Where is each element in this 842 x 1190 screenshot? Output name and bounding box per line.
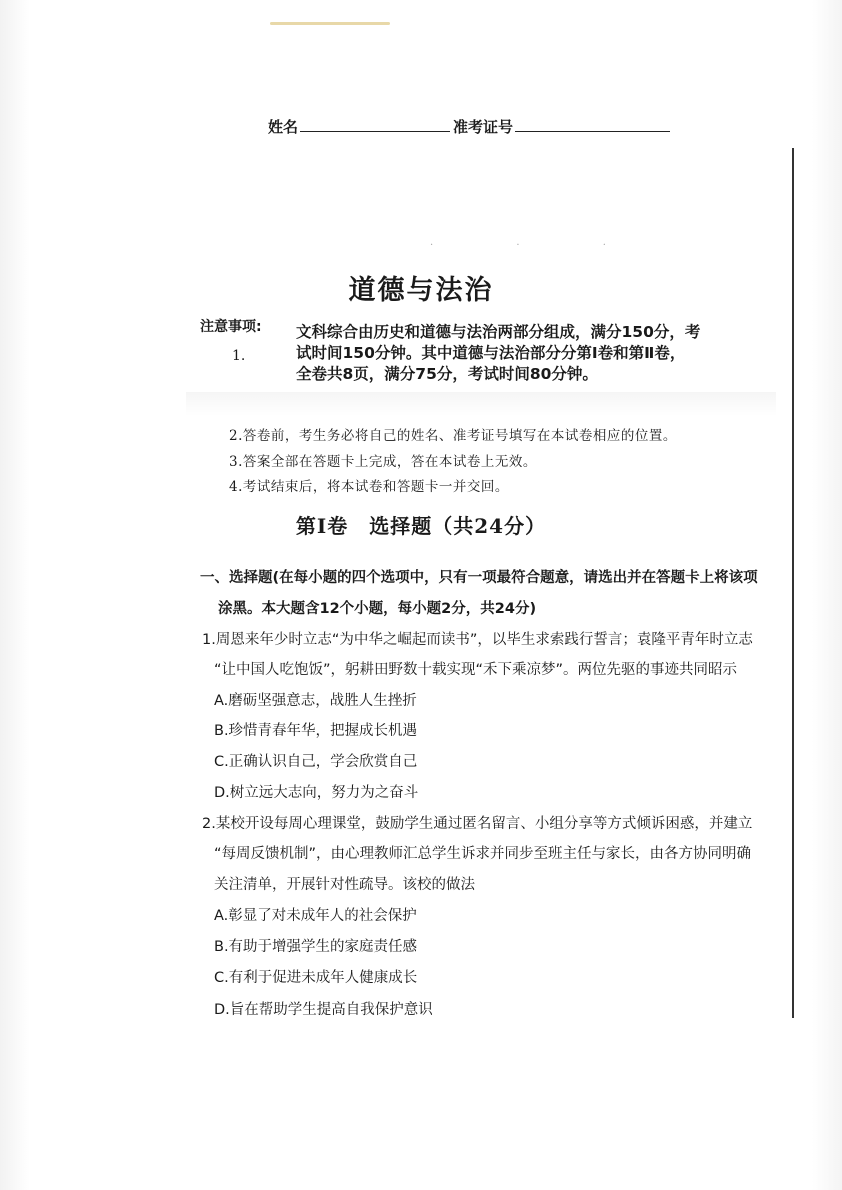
note-1-line: 全卷共8页，满分75分，考试时间80分钟。 <box>296 365 598 383</box>
note-4: 4.考试结束后，将本试卷和答题卡一并交回。 <box>229 479 509 495</box>
note-1-line: 试时间150分钟。其中道德与法治部分分第Ⅰ卷和第Ⅱ卷， <box>296 344 686 362</box>
question-2-option-c: C.有利于促进未成年人健康成长 <box>214 970 418 986</box>
question-2-stem-line: “每周反馈机制”，由心理教师汇总学生诉求并同步至班主任与家长，由各方协同明确 <box>214 846 752 862</box>
notes-label: 注意事项: <box>200 319 262 335</box>
note-1-number: 1. <box>232 348 246 364</box>
scan-shadow <box>186 392 776 416</box>
subject-title: 道德与法治 <box>348 275 494 306</box>
note-1-line: 文科综合由历史和道德与法治两部分组成，满分150分，考 <box>296 323 701 341</box>
section-title: 第Ⅰ卷 选择题（共24分） <box>295 514 547 538</box>
exam-id-field[interactable] <box>515 117 670 132</box>
question-2-stem-line: 关注清单，开展针对性疏导。该校的做法 <box>214 877 475 893</box>
note-3: 3.答案全部在答题卡上完成，答在本试卷上无效。 <box>229 454 537 470</box>
question-1-option-b: B.珍惜青春年华，把握成长机遇 <box>214 723 418 739</box>
note-1-text <box>296 322 756 385</box>
exam-id-label: 准考证号 <box>453 118 514 136</box>
question-2-option-a: A.彰显了对未成年人的社会保护 <box>214 908 417 924</box>
section-instruction-line: 一、选择题(在每小题的四个选项中，只有一项最符合题意，请选出并在答题卡上将该项 <box>200 570 758 586</box>
name-label: 姓名 <box>268 118 299 136</box>
scan-specks: · · · <box>430 240 646 251</box>
name-field[interactable] <box>300 117 450 132</box>
candidate-info-line <box>268 116 688 137</box>
scan-mark <box>270 22 390 25</box>
question-2-stem-line: 2.某校开设每周心理课堂，鼓励学生通过匿名留言、小组分享等方式倾诉困惑，并建立 <box>202 816 753 832</box>
question-1-stem-line: “让中国人吃饱饭”，躬耕田野数十载实现“禾下乘凉梦”。两位先驱的事迹共同昭示 <box>214 662 738 678</box>
question-2-option-d: D.旨在帮助学生提高自我保护意识 <box>214 1002 433 1018</box>
question-1-option-c: C.正确认识自己，学会欣赏自己 <box>214 754 418 770</box>
question-2-option-b: B.有助于增强学生的家庭责任感 <box>214 939 418 955</box>
section-instruction-line: 涂黑。本大题含12个小题，每小题2分，共24分) <box>218 601 537 617</box>
note-2: 2.答卷前，考生务必将自己的姓名、准考证号填写在本试卷相应的位置。 <box>229 428 677 444</box>
question-1-stem-line: 1.周恩来年少时立志“为中华之崛起而读书”，以毕生求索践行誓言；袁隆平青年时立志 <box>202 632 753 648</box>
question-1-option-d: D.树立远大志向，努力为之奋斗 <box>214 785 419 801</box>
question-1-option-a: A.磨砺坚强意志，战胜人生挫折 <box>214 693 417 709</box>
